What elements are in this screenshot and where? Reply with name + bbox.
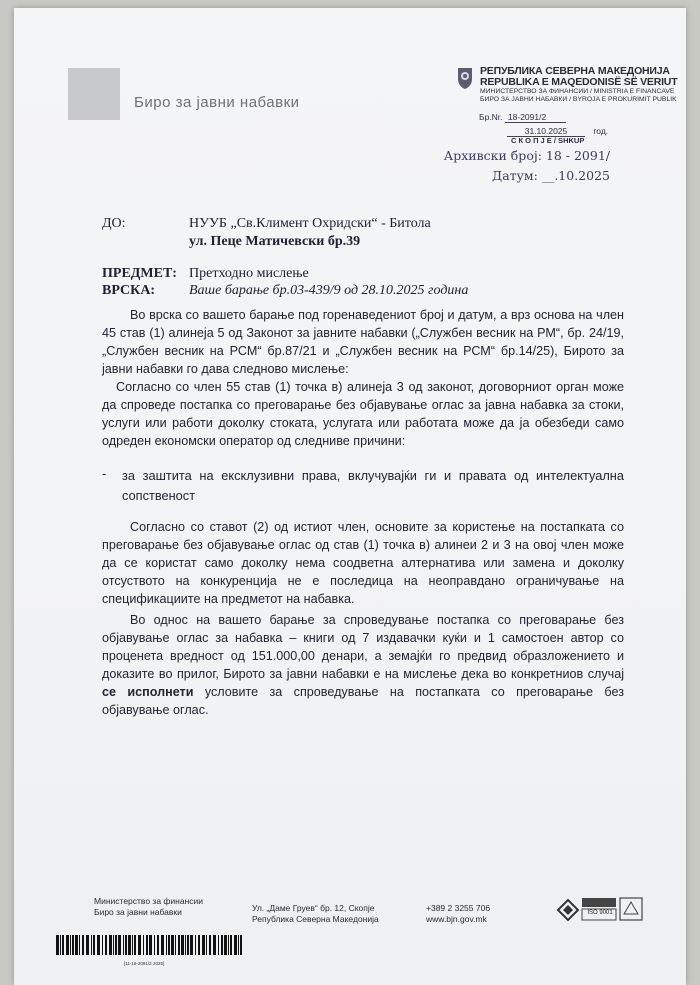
- stamp-number-value: 18-2091/2: [505, 112, 566, 123]
- barcode-icon: [56, 935, 246, 955]
- recipient-street: ул. Пеце Матичевски бр.39: [189, 234, 361, 249]
- stamp-number-label: Бр.Nr.: [479, 112, 503, 122]
- footer-org-line1: Министерство за финансии: [94, 896, 204, 906]
- letter-page: [14, 8, 686, 985]
- bullet-item: за заштита на ексклузивни права, вклучувајќи ги и правата од интелектуална сопственост: [122, 468, 624, 503]
- paragraph-1-text: Во врска со вашето барање под горенаведениот број и датум, а врз основа на член 45 став (1) алинеја 5 од Законот за јавните набавки („Службен весник на РМ“, бр. 24/19, „Службен весник на РСМ“ бр.87/21 и „Службен весник на РСМ“ бр.14/25), Бирото за јавни набавки го дава следново мислење:: [102, 308, 624, 376]
- subject-value: Претходно мислење: [189, 266, 309, 281]
- bullet-dash: -: [102, 466, 107, 481]
- archive-date: Датум: __.10.2025: [492, 168, 610, 183]
- stamp-year-label: год.: [593, 126, 609, 136]
- republic-mk: РЕПУБЛИКА СЕВЕРНА МАКЕДОНИЈА: [480, 65, 670, 77]
- paragraph-1: [102, 306, 624, 378]
- footer-phone: +389 2 3255 706: [426, 903, 491, 913]
- document-barcode: [56, 935, 246, 966]
- certification-badges: [556, 896, 646, 929]
- republic-sq: REPUBLIKA E MAQEDONISË SË VERIUT: [480, 76, 678, 88]
- ministry-line: МИНИСТЕРСТВО ЗА ФИНАНСИИ / MINISTRIA E FINANCAVE: [480, 88, 675, 95]
- reference-label: ВРСКА:: [102, 283, 156, 298]
- paragraph-4: [102, 611, 624, 719]
- recipient-name: НУУБ „Св.Климент Охридски“ - Битола: [189, 216, 431, 231]
- letterhead-right: [480, 66, 680, 104]
- reference-value: Ваше барање бр.03-439/9 од 28.10.2025 година: [189, 283, 469, 298]
- footer-address-line1: Ул. „Даме Груев“ бр. 12, Скопје: [252, 903, 375, 913]
- footer-contact: [426, 903, 490, 925]
- iso-label: ISO 9001: [587, 910, 613, 916]
- paragraph-2: [102, 378, 624, 450]
- bureau-bilingual: БИРО ЗА ЈАВНИ НАБАВКИ / BYROJA E PROKURIMIT PUBLIK: [480, 96, 677, 103]
- footer-address: [252, 903, 379, 925]
- paragraph-4-text-bold: се исполнети: [102, 685, 194, 699]
- coat-of-arms-icon: [456, 66, 474, 90]
- stamp-number-row: [479, 112, 566, 123]
- paragraph-3: [102, 518, 624, 608]
- archive-number: Архивски број: 18 - 2091/: [443, 148, 610, 163]
- bureau-name: Биро за јавни набавки: [134, 94, 300, 111]
- footer-website: www.bjn.gov.mk: [426, 914, 487, 924]
- barcode-caption: [11-18-2091/2 2025]: [124, 961, 165, 966]
- footer-org-line2: Биро за јавни набавки: [94, 907, 182, 917]
- paragraph-3-text: Согласно со ставот (2) од истиот член, основите за користење на постапката со преговарање без објавување оглас од став (1) точка в) алинеи 2 и 3 на овој член може да се користат само доколку нема соодветна алтернатива или замена и доколку отсуството на конкуренција не е последица на неоправдано ограничување на спецификациите на предметот на набавка.: [102, 520, 624, 606]
- paragraph-4-text-start: Во однос на вашето барање за спроведување постапка со преговарање без објавување оглас за набавка – книги од 7 издавачки куќи и 1 самостоен автор со проценета вредност од 151.000,00 денари, а земајќи го предвид образложението и доказите во прилог, Бирото за јавни набавки е на мислење дека во конкретниов случај: [102, 613, 624, 681]
- stamp-city: С К О П Ј Е / SHKUP: [511, 136, 585, 145]
- stamp-date-value: 31.10.2025: [507, 126, 585, 137]
- paragraph-2-text: Согласно со член 55 став (1) точка в) алинеја 3 од законот, договорниот орган може да спроведе постапка со преговарање без објавување оглас за јавна набавка за стоки, услуги или работи доколку стоката, услугата или работата може да ја обезбеди само одреден економски оператор од следниве причини:: [102, 380, 624, 448]
- footer-org: [94, 896, 203, 918]
- footer-address-line2: Република Северна Македонија: [252, 914, 379, 924]
- subject-label: ПРЕДМЕТ:: [102, 266, 177, 281]
- paragraph-4-text-end: условите за спроведување на постапката со преговарање без објавување оглас.: [102, 685, 624, 717]
- bureau-logo: [68, 68, 120, 120]
- recipient-label: ДО:: [102, 216, 126, 231]
